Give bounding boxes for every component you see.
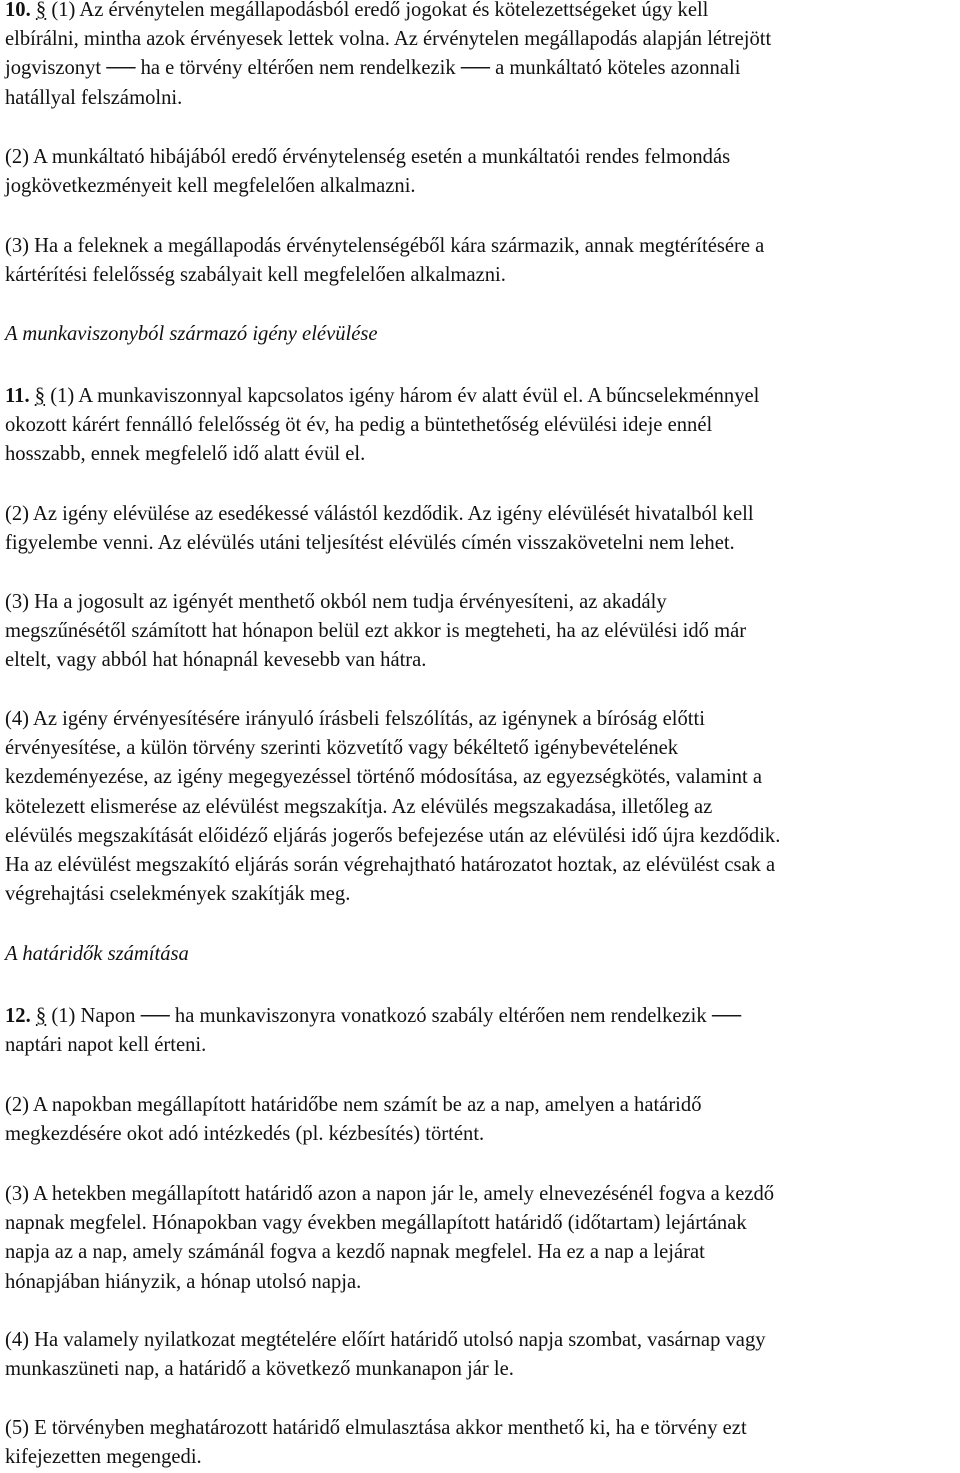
text-line: (2) A napokban megállapított határidőbe nem számít be az a nap, amelyen a határidő [5, 1094, 702, 1116]
section-number: 10. [5, 0, 31, 21]
text-line: (2) A munkáltató hibájából eredő érvénytelenség esetén a munkáltatói rendes felmondás [5, 146, 731, 168]
text-line: (4) Ha valamely nyilatkozat megtételére előírt határidő utolsó napja szombat, vasárnap vagy [5, 1329, 766, 1351]
text-line: 11. § (1) A munkaviszonnyal kapcsolatos igény három év alatt évül el. A bűncselekménnyel [5, 385, 760, 407]
text-line: hosszabb, ennek megfelelő idő alatt évül el. [5, 443, 366, 466]
section-11-para-3 [5, 588, 955, 676]
section-number: 11. [5, 385, 30, 407]
text-line: (5) E törvényben meghatározott határidő elmulasztása akkor menthető ki, ha e törvény ezt [5, 1417, 747, 1439]
section-12-para-5 [5, 1414, 955, 1472]
text-line: figyelembe venni. Az elévülés utáni teljesítést elévülés címén visszakövetelni nem lehet. [5, 532, 735, 555]
section-12-para-2 [5, 1091, 955, 1149]
text-line: jogviszonyt ── ha e törvény eltérően nem rendelkezik ── a munkáltató köteles azonnali [5, 57, 741, 80]
text-line: kezdeményezése, az igény megegyezéssel történő módosítása, az egyezségkötés, valamint a [5, 766, 763, 789]
text-line: kártérítési felelősség szabályait kell megfelelően alkalmazni. [5, 264, 506, 287]
text-line: megkezdésére okot adó intézkedés (pl. kézbesítés) történt. [5, 1123, 485, 1146]
text-line: naptári napot kell érteni. [5, 1034, 207, 1057]
section-12-para-3 [5, 1180, 955, 1297]
section-10-para-2 [5, 143, 955, 201]
section-12-para-1 [5, 1002, 955, 1060]
text-line: hatállyal felszámolni. [5, 86, 183, 109]
section-12-para-4 [5, 1326, 955, 1384]
section-11-para-2 [5, 500, 955, 558]
section-heading: A határidők számítása [5, 943, 189, 965]
section-heading: A munkaviszonyból származó igény elévülése [5, 323, 378, 345]
text-line: hónapjában hiányzik, a hónap utolsó napja. [5, 1270, 362, 1293]
text-line: 12. § (1) Napon ── ha munkaviszonyra vonatkozó szabály eltérően nem rendelkezik ── [5, 1005, 742, 1027]
text-line: (3) Ha a jogosult az igényét menthető okból nem tudja érvényesíteni, az akadály [5, 591, 667, 613]
section-number: 12. [5, 1005, 31, 1027]
text-line: eltelt, vagy abból hat hónapnál kevesebb van hátra. [5, 649, 427, 672]
section-10-para-3 [5, 232, 955, 290]
text-line: elévülés megszakítását előidéző eljárás jogerős befejezése után az elévülési idő újra kezdődik. [5, 824, 781, 847]
text-line: (4) Az igény érvényesítésére irányuló írásbeli felszólítás, az igénynek a bíróság előtti [5, 708, 705, 730]
section-sign: § [35, 0, 47, 21]
text-line: megszűnésétől számított hat hónapon belül ezt akkor is megteheti, ha az elévülési idő már [5, 620, 747, 643]
text-line: okozott kárért fennálló felelősség öt év, ha pedig a büntethetőség elévülési ideje ennél [5, 414, 713, 437]
section-sign: § [35, 1005, 47, 1027]
text-line: jogkövetkezményeit kell megfelelően alkalmazni. [5, 175, 416, 198]
text-line: 10. § (1) Az érvénytelen megállapodásból eredő jogokat és kötelezettségeket úgy kell [5, 0, 709, 21]
text-line: napja az a nap, amely számánál fogva a kezdő napnak megfelel. Ha ez a nap a lejárat [5, 1241, 705, 1264]
text-line: kötelezett elismerése az elévülést megszakítja. Az elévülés megszakadása, illetőleg az [5, 795, 713, 818]
text-line: (3) A hetekben megállapított határidő azon a napon jár le, amely elnevezésénél fogva a kezdő [5, 1183, 775, 1205]
text-line: kifejezetten megengedi. [5, 1446, 202, 1469]
section-sign: § [34, 385, 46, 407]
section-10-para-1 [5, 0, 955, 113]
section-11-para-1 [5, 382, 955, 470]
text-line: (2) Az igény elévülése az esedékessé válástól kezdődik. Az igény elévülését hivatalból kell [5, 503, 754, 525]
text-line: végrehajtási cselekmények szakítják meg. [5, 883, 351, 906]
text-line: (3) Ha a feleknek a megállapodás érvénytelenségéből kára származik, annak megtérítésére a [5, 235, 765, 257]
text-line: napnak megfelel. Hónapokban vagy években megállapított határidő (időtartam) lejártának [5, 1212, 747, 1235]
text-line: munkaszüneti nap, a határidő a következő munkanapon jár le. [5, 1358, 514, 1381]
text-line: érvényesítése, a külön törvény szerinti közvetítő vagy békéltető igénybevételének [5, 737, 679, 760]
text-line: elbírálni, mintha azok érvényesek lettek volna. Az érvénytelen megállapodás alapján létrejött [5, 28, 772, 51]
text-line: Ha az elévülést megszakító eljárás során végrehajtható határozatot hoztak, az elévülést csak a [5, 854, 776, 877]
section-11-para-4 [5, 705, 955, 909]
